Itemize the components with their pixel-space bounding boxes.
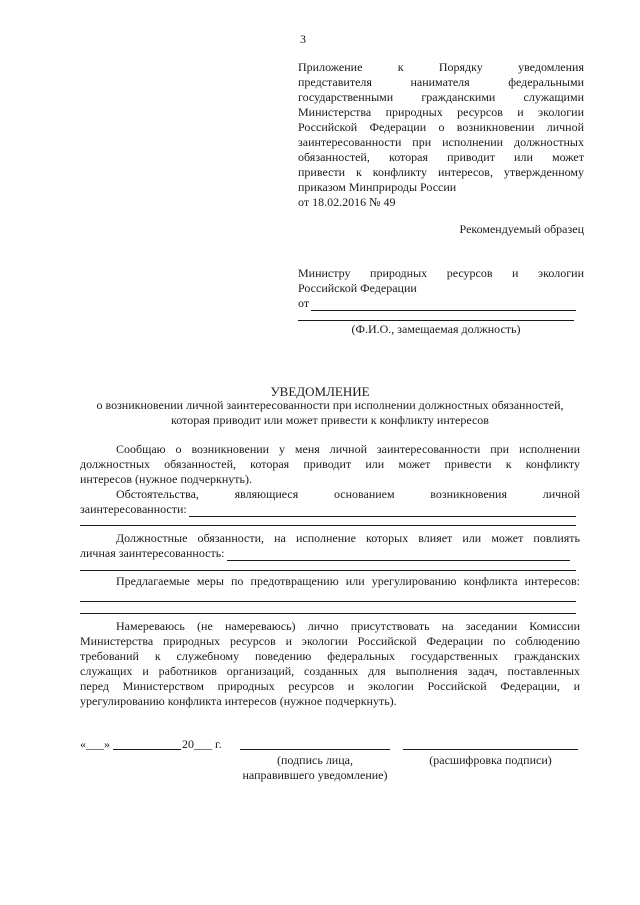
signature-caption-line: направившего уведомление) <box>242 768 388 782</box>
addressee-line: Министру природных ресурсов и экологии <box>298 266 584 280</box>
document-subtitle: о возникновении личной заинтересованности при исполнении должностных обязанностей, <box>96 398 564 412</box>
text-line: урегулированию конфликта интересов (нужное подчеркнуть). <box>80 694 397 708</box>
appendix-line: Российской Федерации о возникновении личной <box>298 120 584 134</box>
text-line: Обстоятельства, являющиеся основанием возникновения личной <box>116 487 580 501</box>
signature-caption <box>220 753 410 783</box>
measures-line[interactable] <box>80 601 576 602</box>
field-label: заинтересованности: <box>80 502 187 516</box>
date-year-field[interactable]: 20___ г. <box>182 737 222 751</box>
appendix-date: от 18.02.2016 № 49 <box>298 195 396 209</box>
text-line: Сообщаю о возникновении у меня личной заинтересованности при исполнении <box>116 442 580 456</box>
from-label: от <box>298 296 310 310</box>
appendix-line: заинтересованности при исполнении должностных <box>298 135 584 149</box>
duties-line[interactable] <box>80 570 576 571</box>
addressee-block <box>298 266 584 311</box>
circumstances-line[interactable] <box>80 525 576 526</box>
text-line: служащих и работников организаций, созданных для выполнения задач, поставленных <box>80 664 580 678</box>
field-label: личная заинтересованность: <box>80 546 225 560</box>
from-field[interactable] <box>298 296 576 311</box>
addressee-line: Российской Федерации <box>298 281 417 295</box>
text-line: интересов (нужное подчеркнуть). <box>80 472 252 486</box>
page-number: 3 <box>300 32 306 46</box>
text-line: Намереваюсь (не намереваюсь) лично присутствовать на заседании Комиссии <box>116 619 580 633</box>
signature-caption-line: (подпись лица, <box>277 753 353 767</box>
duties-field[interactable] <box>80 546 570 561</box>
appendix-line: приказом Минприроды России <box>298 180 457 194</box>
circumstances-field[interactable] <box>80 502 576 517</box>
addressee-caption: (Ф.И.О., замещаемая должность) <box>351 322 521 336</box>
paragraph-4 <box>80 574 580 589</box>
appendix-line: представителя нанимателя федеральными <box>298 75 584 89</box>
signature-line[interactable] <box>240 749 390 750</box>
signature-decode-line[interactable] <box>403 749 578 750</box>
text-line: Министерства природных ресурсов и экологии Российской Федерации по соблюдению <box>80 634 580 648</box>
appendix-line: Министерства природных ресурсов и экологии <box>298 105 584 119</box>
appendix-line: привести к конфликту интересов, утвержденному <box>298 165 584 179</box>
appendix-line: обязанностей, которая приводит или может <box>298 150 584 164</box>
text-line: Предлагаемые меры по предотвращению или урегулированию конфликта интересов: <box>116 574 580 588</box>
text-line: требований к служебному поведению федеральных государственных гражданских <box>80 649 580 663</box>
text-line: должностных обязанностей, которая приводит или может привести к конфликту <box>80 457 580 471</box>
recommended-sample-label: Рекомендуемый образец <box>459 222 584 236</box>
addressee-underline[interactable] <box>298 320 574 321</box>
decode-caption: (расшифровка подписи) <box>429 753 552 767</box>
measures-line[interactable] <box>80 613 576 614</box>
text-line: перед Министерством природных ресурсов и экологии Российской Федерации, и <box>80 679 580 693</box>
date-month-line[interactable] <box>113 749 181 750</box>
date-day-field[interactable]: «___» <box>80 737 110 751</box>
appendix-block <box>298 60 584 210</box>
paragraph-3 <box>80 531 580 561</box>
document-title: УВЕДОМЛЕНИЕ <box>270 384 370 399</box>
paragraph-1 <box>80 442 580 487</box>
paragraph-5 <box>80 619 580 709</box>
paragraph-2 <box>80 487 580 517</box>
document-subtitle: которая приводит или может привести к конфликту интересов <box>171 413 489 427</box>
appendix-line: государственными гражданскими служащими <box>298 90 584 104</box>
text-line: Должностные обязанности, на исполнение которых влияет или может повлиять <box>116 531 580 545</box>
appendix-line: Приложение к Порядку уведомления <box>298 60 584 74</box>
